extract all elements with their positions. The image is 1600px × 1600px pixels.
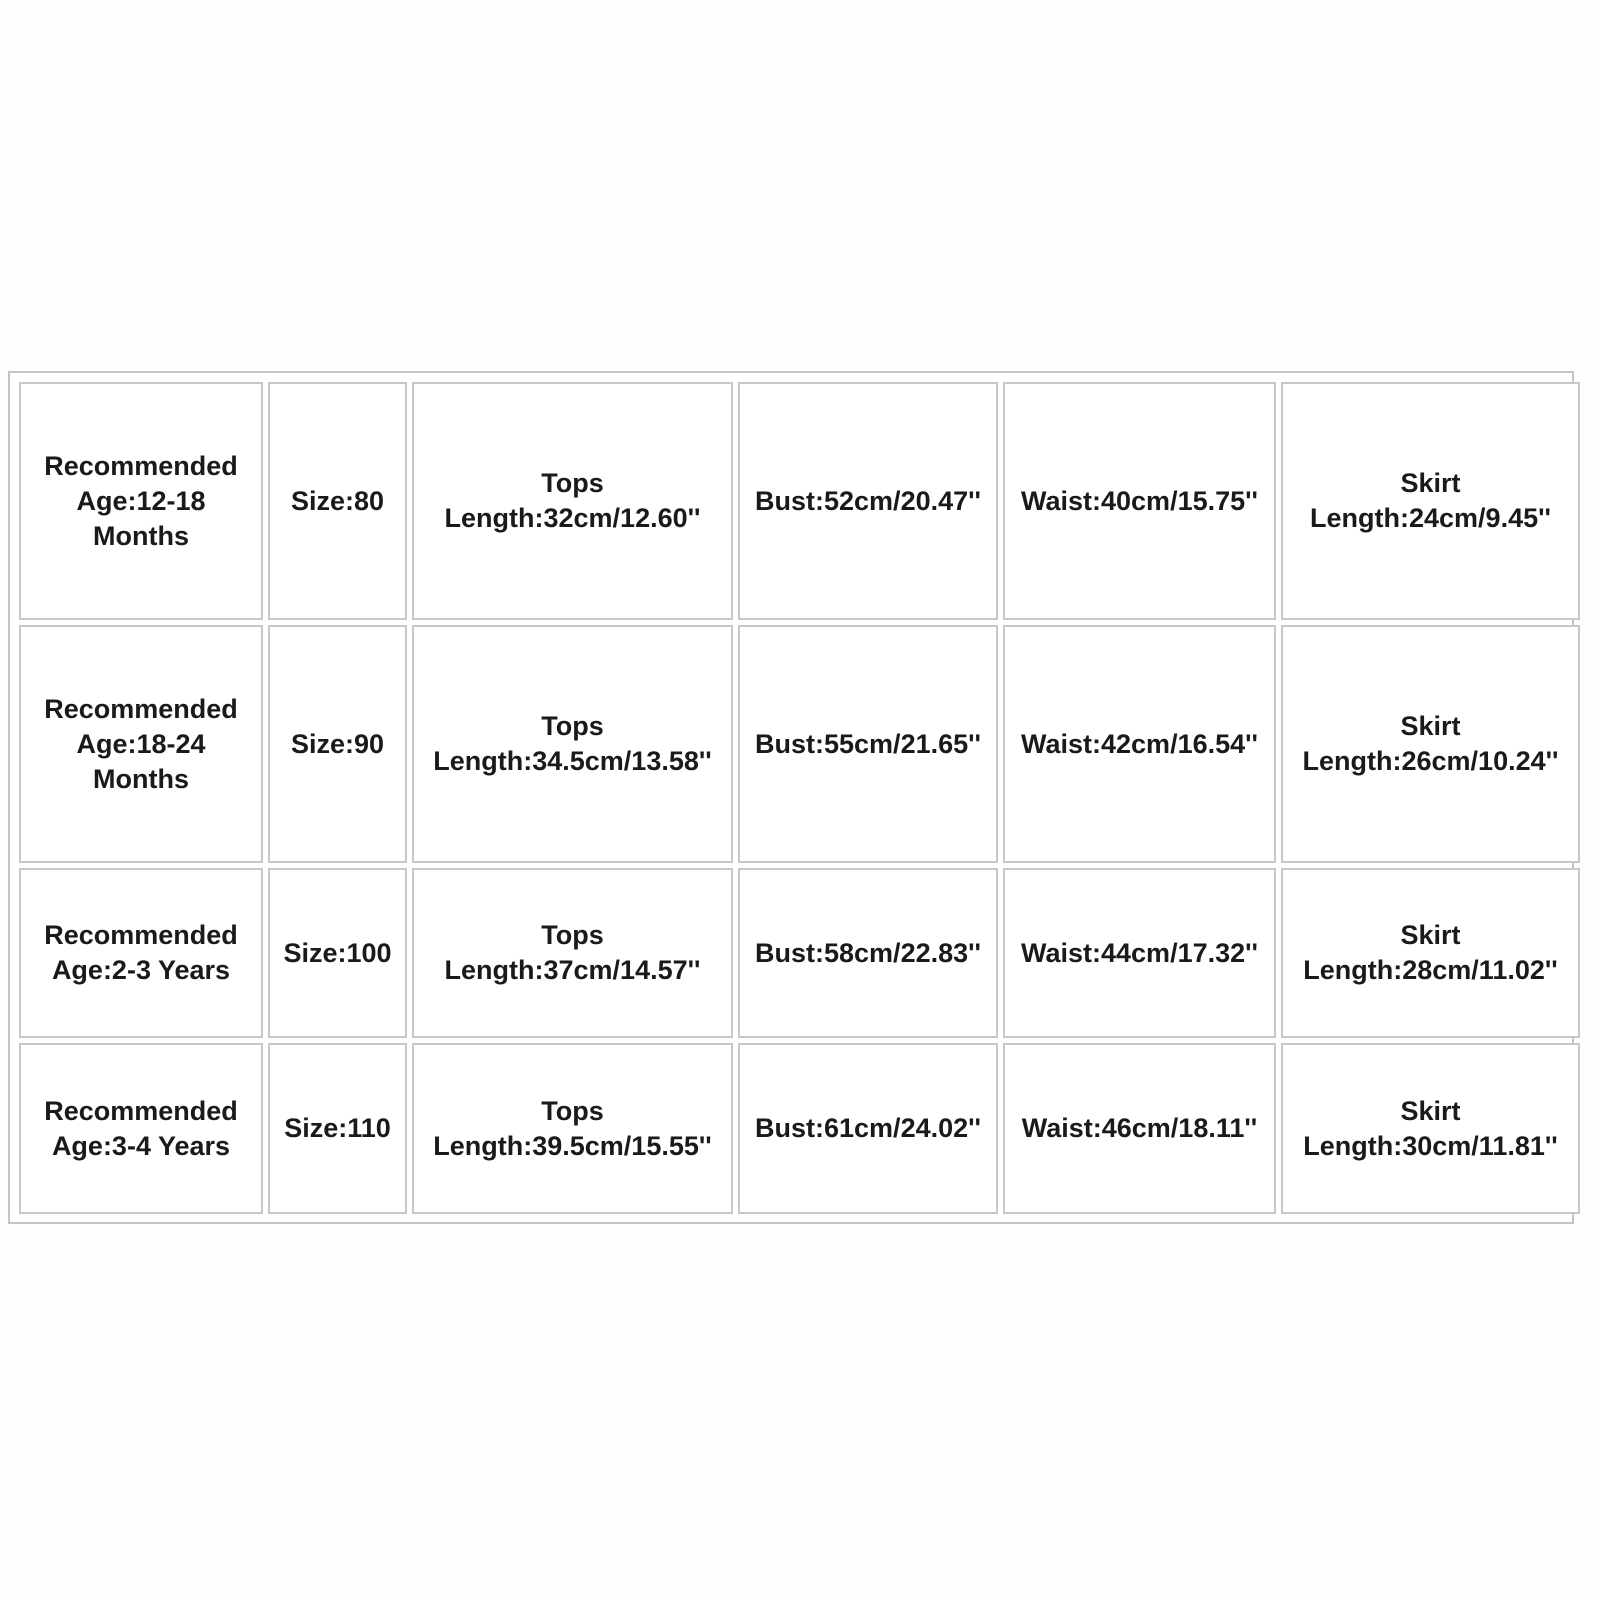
bust-cell: Bust:61cm/24.02'' bbox=[738, 1043, 998, 1214]
skirt-length-cell: Skirt Length:28cm/11.02'' bbox=[1281, 868, 1580, 1038]
table-row bbox=[19, 382, 1580, 620]
skirt-length-cell: Skirt Length:24cm/9.45'' bbox=[1281, 382, 1580, 620]
tops-length-cell: Tops Length:32cm/12.60'' bbox=[412, 382, 733, 620]
size-chart bbox=[8, 371, 1574, 1224]
size-cell: Size:110 bbox=[268, 1043, 407, 1214]
waist-cell: Waist:40cm/15.75'' bbox=[1003, 382, 1276, 620]
waist-cell: Waist:44cm/17.32'' bbox=[1003, 868, 1276, 1038]
age-cell: Recommended Age:18-24 Months bbox=[19, 625, 263, 863]
waist-cell: Waist:42cm/16.54'' bbox=[1003, 625, 1276, 863]
size-cell: Size:80 bbox=[268, 382, 407, 620]
skirt-length-cell: Skirt Length:26cm/10.24'' bbox=[1281, 625, 1580, 863]
bust-cell: Bust:52cm/20.47'' bbox=[738, 382, 998, 620]
age-cell: Recommended Age:2-3 Years bbox=[19, 868, 263, 1038]
tops-length-cell: Tops Length:34.5cm/13.58'' bbox=[412, 625, 733, 863]
bust-cell: Bust:58cm/22.83'' bbox=[738, 868, 998, 1038]
age-cell: Recommended Age:12-18 Months bbox=[19, 382, 263, 620]
size-chart-table bbox=[14, 377, 1585, 1219]
table-row bbox=[19, 625, 1580, 863]
tops-length-cell: Tops Length:37cm/14.57'' bbox=[412, 868, 733, 1038]
bust-cell: Bust:55cm/21.65'' bbox=[738, 625, 998, 863]
size-cell: Size:90 bbox=[268, 625, 407, 863]
skirt-length-cell: Skirt Length:30cm/11.81'' bbox=[1281, 1043, 1580, 1214]
tops-length-cell: Tops Length:39.5cm/15.55'' bbox=[412, 1043, 733, 1214]
age-cell: Recommended Age:3-4 Years bbox=[19, 1043, 263, 1214]
waist-cell: Waist:46cm/18.11'' bbox=[1003, 1043, 1276, 1214]
table-row bbox=[19, 1043, 1580, 1214]
table-row bbox=[19, 868, 1580, 1038]
size-cell: Size:100 bbox=[268, 868, 407, 1038]
